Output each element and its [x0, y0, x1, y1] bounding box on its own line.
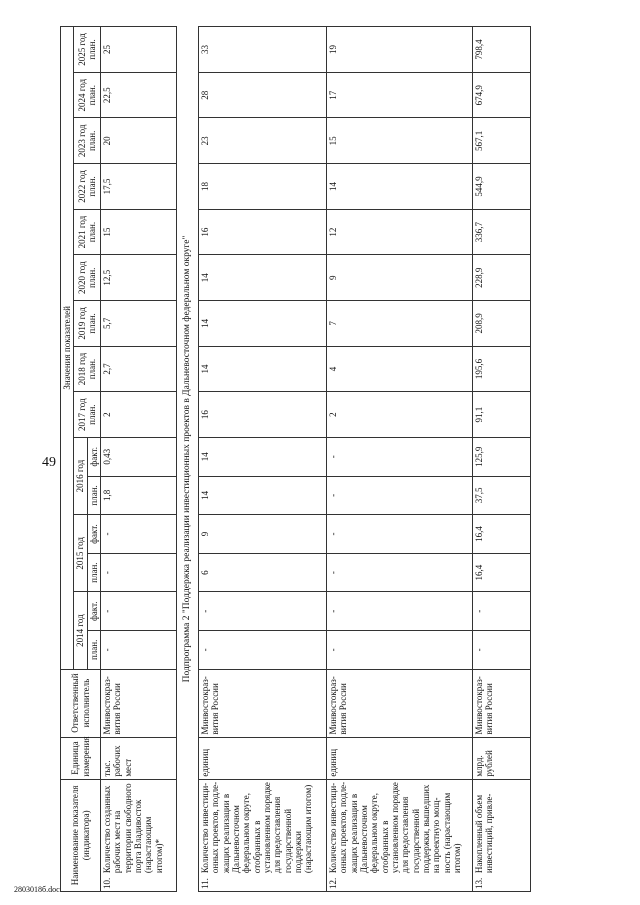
value-cell: -: [326, 437, 472, 476]
header-unit: Единица измерения: [61, 737, 101, 779]
header-plan: план.: [87, 476, 100, 515]
value-cell: 14: [198, 301, 326, 347]
value-cell: 18: [198, 164, 326, 210]
unit-cell: единиц: [198, 737, 326, 779]
responsible-cell: Минвостокраз-вития России: [101, 669, 177, 737]
value-cell: 228,9: [472, 255, 530, 301]
value-cell: -: [101, 631, 177, 670]
value-cell: 2: [326, 392, 472, 438]
value-cell: 37,5: [472, 476, 530, 515]
value-cell: 17,5: [101, 164, 177, 210]
value-cell: 19: [326, 27, 472, 73]
value-cell: 6: [198, 553, 326, 592]
value-cell: 544,9: [472, 164, 530, 210]
indicator-name: Накопленный объем инвестиций, привле-: [472, 779, 530, 875]
header-fact: факт.: [87, 437, 100, 476]
unit-cell: единиц: [326, 737, 472, 779]
value-cell: 91,1: [472, 392, 530, 438]
header-responsible: Ответственный исполнитель: [61, 669, 101, 737]
value-cell: 15: [326, 118, 472, 164]
value-cell: 25: [101, 27, 177, 73]
document-code: 2803018б.doc: [14, 885, 60, 894]
header-plan: план.: [87, 553, 100, 592]
table-row: [326, 27, 472, 892]
value-cell: 16: [198, 392, 326, 438]
value-cell: 14: [198, 476, 326, 515]
rotated-table-container: [60, 26, 620, 892]
header-year-2014: 2014 год: [74, 592, 87, 669]
value-cell: 2: [101, 392, 177, 438]
value-cell: 33: [198, 27, 326, 73]
value-cell: -: [198, 631, 326, 670]
table-row: [198, 27, 326, 892]
value-cell: 16,4: [472, 553, 530, 592]
indicator-name: Количество созданных рабочих мест на территории свободного порта Владивосток (нарастающим итогом)*: [101, 779, 177, 875]
value-cell: 208,9: [472, 301, 530, 347]
value-cell: -: [326, 476, 472, 515]
page-number: 49: [42, 455, 56, 470]
value-cell: 7: [326, 301, 472, 347]
value-cell: -: [472, 631, 530, 670]
value-cell: 17: [326, 72, 472, 118]
value-cell: -: [326, 553, 472, 592]
header-2020: 2020 год план.: [74, 255, 101, 301]
value-cell: 195,6: [472, 346, 530, 392]
value-cell: 22,5: [101, 72, 177, 118]
value-cell: -: [101, 515, 177, 554]
header-fact: факт.: [87, 592, 100, 631]
value-cell: 5,7: [101, 301, 177, 347]
header-2019: 2019 год план.: [74, 301, 101, 347]
value-cell: 20: [101, 118, 177, 164]
responsible-cell: Минвостокраз-вития России: [198, 669, 326, 737]
value-cell: 798,4: [472, 27, 530, 73]
row-index: 12.: [326, 875, 472, 891]
value-cell: 125,9: [472, 437, 530, 476]
header-name: Наименование показателя (индикатора): [61, 779, 101, 891]
value-cell: 15: [101, 209, 177, 255]
value-cell: 9: [326, 255, 472, 301]
value-cell: -: [326, 631, 472, 670]
value-cell: -: [198, 592, 326, 631]
table-row: [472, 27, 530, 892]
value-cell: 12: [326, 209, 472, 255]
header-2022: 2022 год план.: [74, 164, 101, 210]
header-2018: 2018 год план.: [74, 346, 101, 392]
value-cell: 12,5: [101, 255, 177, 301]
header-fact: факт.: [87, 515, 100, 554]
value-cell: -: [326, 592, 472, 631]
header-plan: план.: [87, 631, 100, 670]
indicator-name: Количество инвестици-онных проектов, подле-жащих реализации в Дальневосточном федеральном округе, отобранных в установленном порядке для предоставления государственной поддержки, вышедших на проектную мощ-ность (нарастающим итогом): [326, 779, 472, 875]
responsible-cell: Минвостокраз-вития России: [326, 669, 472, 737]
value-cell: -: [472, 592, 530, 631]
header-2021: 2021 год план.: [74, 209, 101, 255]
value-cell: 567,1: [472, 118, 530, 164]
value-cell: -: [101, 592, 177, 631]
value-cell: 14: [198, 255, 326, 301]
indicator-name: Количество инвестици-онных проектов, подле-жащих реализации в Дальневосточном федеральном округе, отобранных в установленном порядке для предоставления государственной поддержки (нарастающим итогом): [198, 779, 326, 875]
value-cell: 4: [326, 346, 472, 392]
value-cell: 14: [198, 437, 326, 476]
header-2024: 2024 год план.: [74, 72, 101, 118]
value-cell: -: [326, 515, 472, 554]
value-cell: -: [101, 553, 177, 592]
responsible-cell: Минвостокраз-вития России: [472, 669, 530, 737]
value-cell: 2,7: [101, 346, 177, 392]
unit-cell: тыс. рабочих мест: [101, 737, 177, 779]
header-2025: 2025 год план.: [74, 27, 101, 73]
header-year-2016: 2016 год: [74, 437, 87, 514]
header-2023: 2023 год план.: [74, 118, 101, 164]
header-2017: 2017 год план.: [74, 392, 101, 438]
value-cell: 23: [198, 118, 326, 164]
value-cell: 674,9: [472, 72, 530, 118]
value-cell: 14: [198, 346, 326, 392]
header-values-group: Значения показателей: [61, 27, 74, 670]
value-cell: 14: [326, 164, 472, 210]
row-index: 10.: [101, 875, 177, 891]
value-cell: 1,8: [101, 476, 177, 515]
value-cell: 0,43: [101, 437, 177, 476]
row-index: 11.: [198, 875, 326, 891]
value-cell: 16,4: [472, 515, 530, 554]
value-cell: 16: [198, 209, 326, 255]
unit-cell: млрд. рублей: [472, 737, 530, 779]
value-cell: 336,7: [472, 209, 530, 255]
subprogram-row: [177, 27, 199, 892]
value-cell: 28: [198, 72, 326, 118]
header-year-2015: 2015 год: [74, 515, 87, 592]
indicators-table: [60, 26, 531, 892]
table-row: [101, 27, 177, 892]
row-index: 13.: [472, 875, 530, 891]
subprogram-title: Подпрограмма 2 "Поддержка реализации инвестиционных проектов в Дальневосточном федеральном округе": [177, 27, 199, 892]
value-cell: 9: [198, 515, 326, 554]
